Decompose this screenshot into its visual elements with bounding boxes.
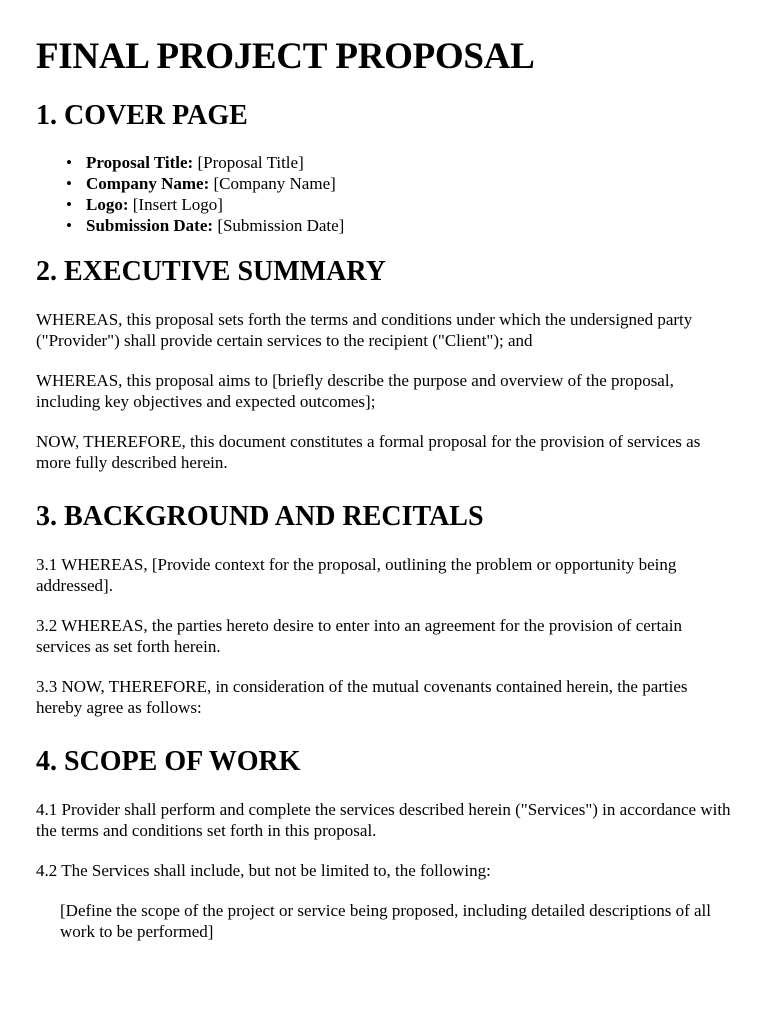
item-value: [Insert Logo] (132, 195, 223, 214)
item-label: Logo: (86, 195, 129, 214)
section-heading-background: 3. BACKGROUND AND RECITALS (36, 501, 484, 532)
bullet-icon: • (66, 195, 72, 214)
bullet-icon: • (66, 216, 72, 235)
bullet-icon: • (66, 153, 72, 172)
paragraph: 3.3 NOW, THEREFORE, in consideration of the mutual covenants contained herein, the parties hereby agree as follows: (36, 677, 688, 717)
paragraph: 4.1 Provider shall perform and complete the services described herein ("Services") in accordance with the terms and conditions set forth in this proposal. (36, 800, 731, 840)
section-heading-scope-of-work: 4. SCOPE OF WORK (36, 746, 301, 777)
item-label: Company Name: (86, 174, 210, 193)
paragraph: WHEREAS, this proposal aims to [briefly describe the purpose and overview of the proposal, including key objectives and expected outcomes]; (36, 371, 674, 411)
indented-note: [Define the scope of the project or service being proposed, including detailed descriptions of all work to be performed] (60, 901, 711, 941)
list-item (66, 173, 734, 194)
list-item (66, 194, 734, 215)
section-heading-executive-summary: 2. EXECUTIVE SUMMARY (36, 256, 386, 287)
paragraph: 3.1 WHEREAS, [Provide context for the proposal, outlining the problem or opportunity being addressed]. (36, 555, 677, 595)
paragraph: NOW, THEREFORE, this document constitutes a formal proposal for the provision of services as more fully described herein. (36, 432, 701, 472)
paragraph: 3.2 WHEREAS, the parties hereto desire to enter into an agreement for the provision of certain services as set forth herein. (36, 616, 682, 656)
item-value: [Company Name] (213, 174, 336, 193)
paragraph: WHEREAS, this proposal sets forth the terms and conditions under which the undersigned party ("Provider") shall provide certain services to the recipient ("Client"); and (36, 310, 693, 350)
item-label: Submission Date: (86, 216, 214, 235)
list-item (66, 152, 734, 173)
item-value: [Submission Date] (217, 216, 345, 235)
document-title: FINAL PROJECT PROPOSAL (36, 36, 535, 77)
cover-page-list (36, 152, 734, 236)
item-value: [Proposal Title] (197, 153, 304, 172)
section-heading-cover-page: 1. COVER PAGE (36, 100, 248, 131)
item-label: Proposal Title: (86, 153, 194, 172)
paragraph: 4.2 The Services shall include, but not be limited to, the following: (36, 861, 491, 880)
list-item (66, 215, 734, 236)
bullet-icon: • (66, 174, 72, 193)
